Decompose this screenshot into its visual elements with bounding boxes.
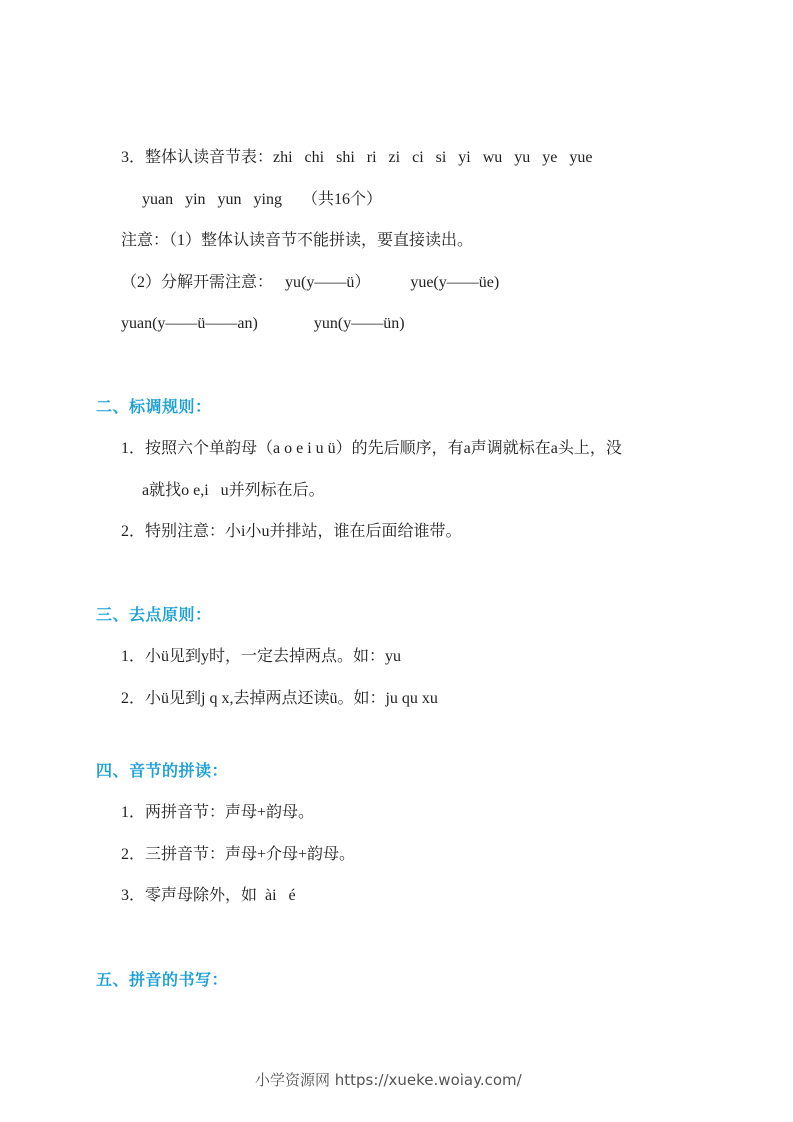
reading-rule-2: 2．三拼音节：声母+介母+韵母。	[121, 846, 356, 863]
note-line-2: （2）分解开需注意： yu(y——ü） yue(y——üe)	[121, 274, 500, 291]
footer-watermark: 小学资源网 https://xueke.woiay.com/	[255, 1071, 522, 1089]
dot-rule-1: 1．小ü见到y时，一定去掉两点。如：yu	[121, 648, 402, 665]
item3-syllable-table-line1: 3．整体认读音节表：zhi chi shi ri zi ci si yi wu yu ye yue	[121, 149, 593, 166]
note-line-3: yuan(y——ü——an) yun(y——ün)	[121, 315, 405, 332]
reading-rule-1: 1．两拼音节：声母+韵母。	[121, 804, 315, 821]
tone-rule-2: 2．特别注意：小i小u并排站，谁在后面给谁带。	[121, 523, 462, 540]
tone-rule-1-line2: a就找o e,i u并列标在后。	[142, 482, 325, 499]
section-heading-dot-removal: 三、去点原则：	[96, 605, 212, 624]
section-heading-syllable-reading: 四、音节的拼读：	[96, 761, 229, 780]
dot-rule-2: 2．小ü见到j q x,去掉两点还读ü。如：ju qu xu	[121, 690, 438, 707]
item3-syllable-table-line2: yuan yin yun ying （共16个）	[142, 191, 382, 208]
note-line-1: 注意：（1）整体认读音节不能拼读，要直接读出。	[121, 232, 474, 249]
reading-rule-3: 3．零声母除外，如 ài é	[121, 887, 296, 904]
section-heading-tone-rules: 二、标调规则：	[96, 397, 212, 416]
tone-rule-1-line1: 1．按照六个单韵母（a o e i u ü）的先后顺序，有a声调就标在a头上，没	[121, 440, 622, 457]
section-heading-pinyin-writing: 五、拼音的书写：	[96, 970, 229, 989]
